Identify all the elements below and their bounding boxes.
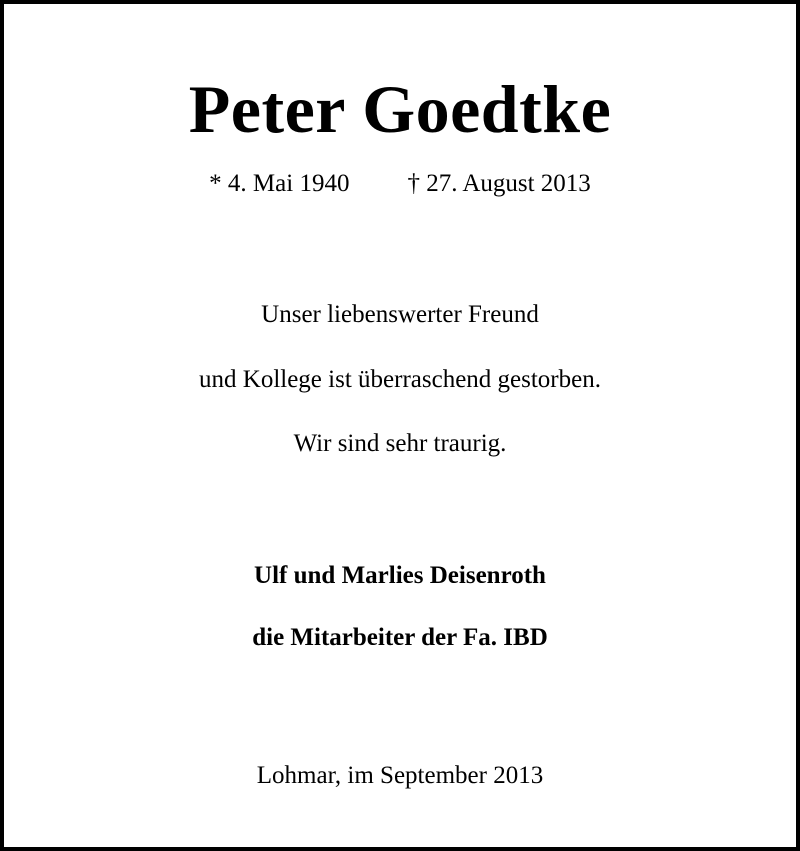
birth-date: * 4. Mai 1940 — [209, 170, 350, 197]
message-line-1: Unser liebenswerter Freund — [261, 301, 539, 328]
life-dates — [4, 170, 796, 198]
signature-staff: die Mitarbeiter der Fa. IBD — [252, 624, 548, 651]
death-date: † 27. August 2013 — [407, 170, 591, 197]
place-and-date: Lohmar, im September 2013 — [256, 762, 544, 789]
message-line-2: und Kollege ist überraschend gestorben. — [199, 366, 601, 393]
deceased-name: Peter Goedtke — [188, 71, 612, 147]
message-line-3: Wir sind sehr traurig. — [293, 430, 507, 457]
signature-family: Ulf und Marlies Deisenroth — [254, 562, 546, 589]
